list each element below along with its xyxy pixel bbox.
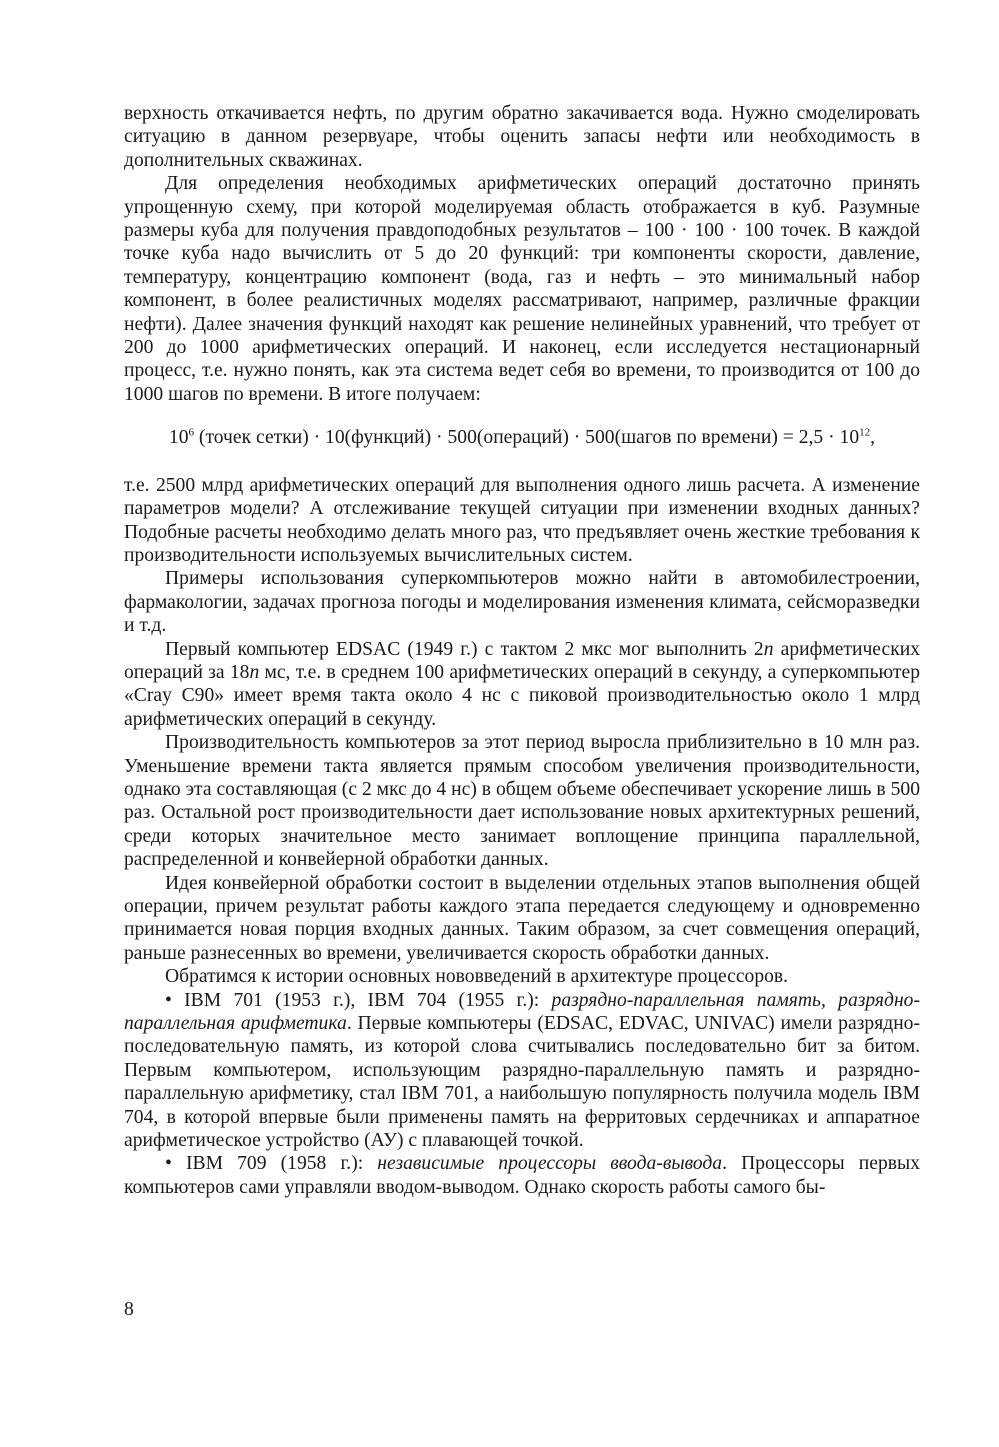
bullet-ibm-709	[124, 1152, 920, 1199]
formula-body: (точек сетки) · 10(функций) · 500(операций) · 500(шагов по времени) = 2,5 · 10	[194, 427, 860, 449]
bullet-2-lead: • IBM 709 (1958 г.):	[165, 1153, 378, 1175]
bullet-ibm-701	[124, 989, 920, 1153]
formula-exponent-2: 12	[859, 426, 871, 439]
formula-tail: ,	[870, 427, 876, 449]
paragraph-5	[124, 638, 920, 732]
paragraph-2: Для определения необходимых арифметических операций достаточно принять упрощенную схему, при которой моделируемая область отображается в куб. Разумные размеры куба для получения правдоподобных результатов – 100 · 100 · 100 точек. В каждой точке куба надо вычислить от 5 до 20 функций: три компоненты скорости, давление, температуру, концентрацию компонент (вода, газ и нефть – это минимальный набор компонент, в более реалистичных моделях рассматривают, например, различные фракции нефти). Далее значения функций находят как решение нелинейных уравнений, что требует от 200 до 1000 арифметических операций. И наконец, если исследуется нестационарный процесс, т.е. нужно понять, как эта система ведет себя во времени, то производится от 100 до 1000 шагов по времени. В итоге получаем:	[124, 173, 920, 405]
paragraph-1: верхность откачивается нефть, по другим обратно закачивается вода. Нужно смоделировать ситуацию в данном резервуаре, чтобы оценить запасы нефти или необходимость в дополнительных скважинах.	[124, 103, 920, 171]
page-body	[124, 102, 920, 1199]
formula-base: 10	[168, 427, 189, 449]
paragraph-6: Производительность компьютеров за этот период выросла приблизительно в 10 млн раз. Уменьшение времени такта является прямым способом увеличения производительности, однако эта составляющая (с 2 мкс до 4 нс) в общем объеме обеспечивает ускорение лишь в 500 раз. Остальной рост производительности дает использование новых архитектурных решений, среди которых значительное место занимает воплощение принципа параллельной, распределенной и конвейерной обработки данных.	[124, 732, 920, 871]
formula	[124, 426, 920, 449]
p5-n-2: n	[249, 661, 260, 683]
bullet-1-lead: • IBM 701 (1953 г.), IBM 704 (1955 г.):	[165, 989, 552, 1011]
p5-part-a: Первый компьютер EDSAC (1949 г.) с тактом 2 мкс мог выполнить 2	[165, 638, 764, 660]
p5-part-c: мс, т.е. в среднем 100 арифметических операций в секунду, а суперкомпьютер «Cray C90» имеет время такта около 4 нс с пиковой производительностью около 1 млрд арифметических операций в секунду.	[124, 661, 920, 730]
p5-n-1: n	[763, 638, 774, 660]
paragraph-7: Идея конвейерной обработки состоит в выделении отдельных этапов выполнения общей операции, причем результат работы каждого этапа передается следующему и одновременно принимается новая порция входных данных. Таким образом, за счет совмещения операций, раньше разнесенных во времени, увеличивается скорость обработки данных.	[124, 872, 920, 964]
p5-part-b: арифметических операций за 18	[124, 638, 920, 683]
formula-exponent-1: 6	[188, 426, 195, 439]
paragraph-4: Примеры использования суперкомпьютеров можно найти в автомобилестроении, фармакологии, задачах прогноза погоды и моделирования изменения климата, сейсморазведки и т.д.	[124, 568, 920, 637]
bullet-1-rest: . Первые компьютеры (EDSAC, EDVAC, UNIVAC) имели разрядно-последовательную память, из которой слова считывались последовательно бит за битом. Первым компьютером, использующим разрядно-параллельную память и разрядно-параллельную арифметику, стал IBM 701, а наибольшую популярность получила модель IBM 704, в которой впервые были применены память на ферритовых сердечниках и аппаратное арифметическое устройство (АУ) с плавающей точкой.	[124, 1013, 921, 1152]
bullet-1-italic: разрядно-параллельная память, разрядно-параллельная арифметика	[124, 989, 920, 1035]
page-number: 8	[124, 1299, 134, 1320]
paragraph-3: т.е. 2500 млрд арифметических операций для выполнения одного лишь расчета. А изменение параметров модели? А отслеживание текущей ситуации при изменении входных данных? Подобные расчеты необходимо делать много раз, что предъявляет очень жесткие требования к производительности используемых вычислительных систем.	[124, 474, 920, 566]
bullet-2-rest: . Процессоры первых компьютеров сами управляли вводом-выводом. Однако скорость работы самого бы-	[124, 1153, 920, 1198]
paragraph-8: Обратимся к истории основных нововведений в архитектуре процессоров.	[165, 966, 789, 988]
bullet-2-italic: независимые процессоры ввода-вывода	[377, 1153, 723, 1175]
